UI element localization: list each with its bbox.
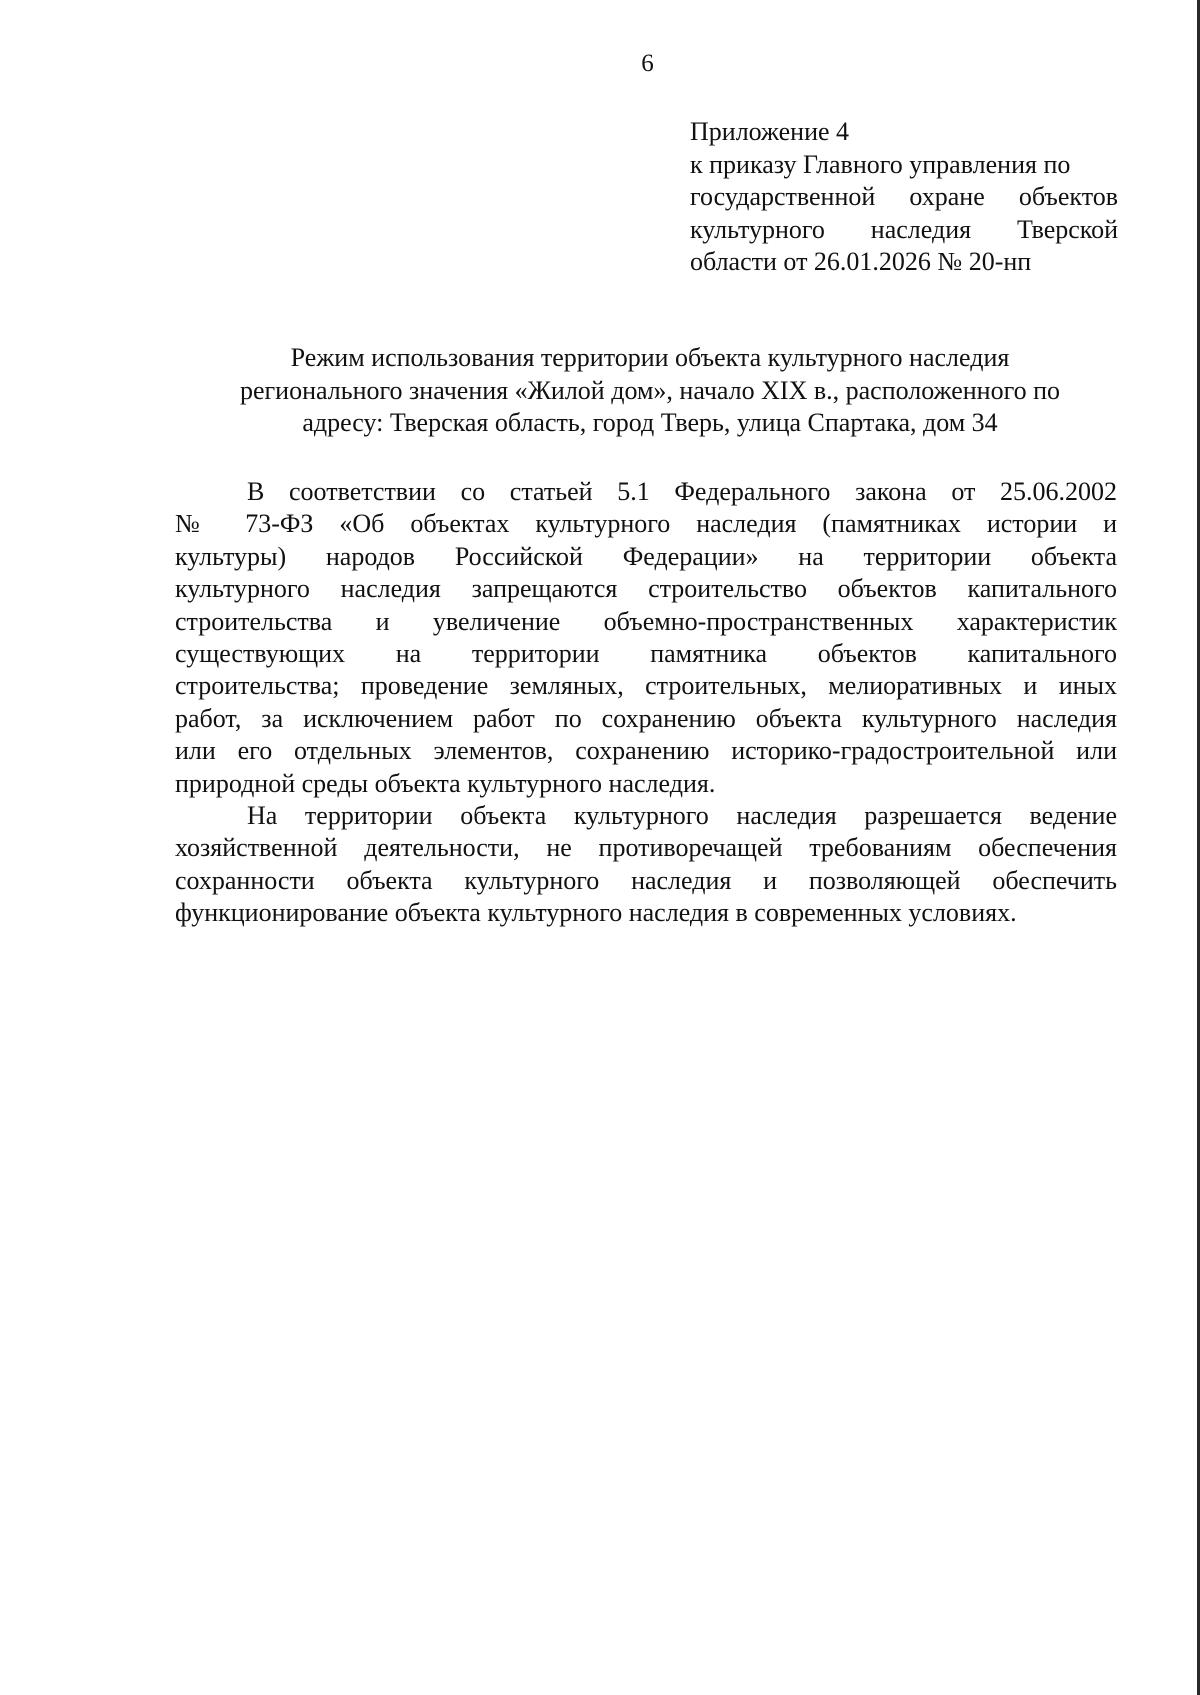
- title-line: адресу: Тверская область, город Тверь, улица Спартака, дом 34: [302, 408, 998, 437]
- document-body: [175, 476, 1117, 930]
- appendix-line: государственной охране объектов: [690, 182, 1118, 211]
- body-line: строительства; проведение земляных, строительных, мелиоративных и иных: [175, 671, 1117, 701]
- appendix-line: Приложение 4: [690, 117, 850, 146]
- body-line: природной среды объекта культурного наследия.: [175, 768, 716, 798]
- appendix-line: области от 26.01.2026 № 20-нп: [690, 247, 1032, 276]
- body-line: № 73-ФЗ «Об объектах культурного наследия (памятниках истории и: [175, 509, 1117, 539]
- paragraph-2: [175, 800, 1117, 930]
- appendix-line: к приказу Главного управления по: [690, 149, 1071, 179]
- body-line: работ, за исключением работ по сохранению объекта культурного наследия: [175, 703, 1117, 733]
- body-line: В соответствии со статьей 5.1 Федерального закона от 25.06.2002: [247, 477, 1117, 506]
- body-line: строительства и увеличение объемно-пространственных характеристик: [175, 606, 1117, 636]
- body-line: культурного наследия запрещаются строительство объектов капитального: [175, 574, 1117, 604]
- body-line: На территории объекта культурного наследия разрешается ведение: [247, 801, 1117, 831]
- body-line: сохранности объекта культурного наследия и позволяющей обеспечить: [175, 865, 1117, 895]
- title-line: регионального значения «Жилой дом», начало XIX в., расположенного по: [239, 375, 1061, 405]
- body-line: хозяйственной деятельности, не противоречащей требованиям обеспечения: [175, 833, 1117, 863]
- body-line: культуры) народов Российской Федерации» на территории объекта: [175, 541, 1117, 571]
- body-line: или его отдельных элементов, сохранению историко-градостроительной или: [175, 736, 1117, 766]
- title-line: Режим использования территории объекта культурного наследия: [290, 343, 1010, 372]
- appendix-line: культурного наследия Тверской: [690, 214, 1118, 244]
- document-title: [178, 342, 1122, 440]
- body-line: существующих на территории памятника объектов капитального: [175, 639, 1117, 669]
- body-line: функционирование объекта культурного наследия в современных условиях.: [175, 898, 1017, 928]
- page-number: 6: [641, 50, 654, 77]
- appendix-header: [690, 116, 1118, 279]
- paragraph-1: [175, 476, 1117, 800]
